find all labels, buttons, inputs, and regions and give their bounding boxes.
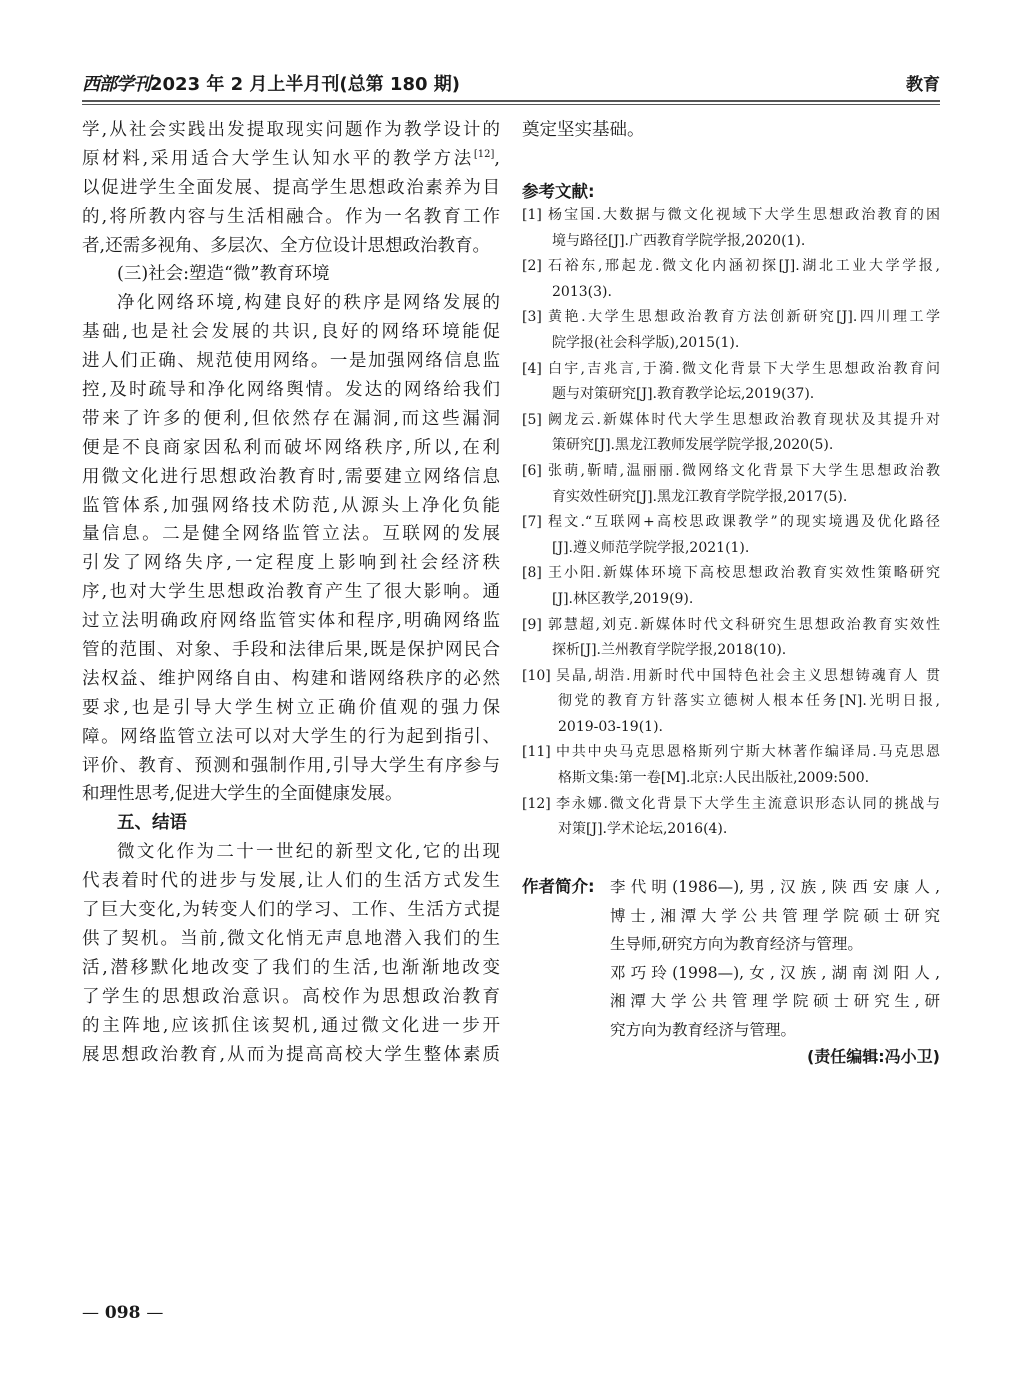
reference-line: 策研究[J].黑龙江教师发展学院学报,2020(5).	[552, 437, 834, 454]
body-line: 管的范围、对象、手段和法律后果,既是保护网民合	[82, 640, 500, 661]
journal-issue-header	[82, 70, 460, 96]
body-line: 评价、教育、预测和强制作用,引导大学生有序参与	[82, 755, 500, 776]
body-line: 监管体系,加强网络技术防范,从源头上净化负能	[82, 495, 500, 516]
body-text-segment: ,	[494, 148, 500, 169]
reference-number: [10]	[522, 667, 551, 684]
issue-info: 2023 年 2 月上半月刊(总第 180 期)	[150, 74, 460, 95]
body-line: 引发了网络失序,一定程度上影响到社会经济秩	[82, 553, 500, 574]
body-line: 学,从社会实践出发提取现实问题作为教学设计的	[82, 120, 500, 140]
body-line: 带来了许多的便利,但依然存在漏洞,而这些漏洞	[82, 408, 500, 429]
body-line: 过立法明确政府网络监管实体和程序,明确网络监	[82, 611, 500, 632]
reference-line: 对策[J].学术论坛,2016(4).	[558, 821, 728, 838]
body-line: 供了契机。当前,微文化悄无声息地潜入我们的生	[82, 928, 500, 949]
reference-item	[522, 510, 940, 561]
reference-line: [J].遵义师范学院学报,2021(1).	[552, 539, 750, 556]
reference-item	[522, 254, 940, 305]
reference-item	[522, 561, 940, 612]
author-intro-line: 究方向为教育经济与管理。	[610, 1020, 797, 1039]
journal-logo: 西部学刊	[82, 74, 150, 95]
dash-right: —	[146, 1303, 164, 1323]
section-name: 教育	[906, 75, 940, 95]
body-line	[82, 145, 500, 174]
reference-line: 吴晶,胡浩.用新时代中国特色社会主义思想铸魂育人 贯	[556, 667, 940, 684]
body-line: 微文化作为二十一世纪的新型文化,它的出现	[117, 842, 500, 863]
section-heading: 五、结语	[117, 813, 187, 834]
reference-line: [J].林区教学,2019(9).	[552, 590, 694, 607]
right-column-continuation	[522, 116, 940, 145]
body-text-segment: 原材料,采用适合大学生认知水平的教学方法	[82, 148, 474, 169]
body-line: 了学生的思想政治意识。高校作为思想政治教育	[82, 986, 500, 1007]
reference-line: 阙龙云.新媒体时代大学生思想政治教育现状及其提升对	[548, 411, 940, 428]
body-line: 代表着时代的进步与发展,让人们的生活方式发生	[82, 871, 500, 892]
body-line: 便是不良商家因私利而破坏网络秩序,所以,在利	[82, 437, 500, 458]
references-title: 参考文献:	[522, 182, 595, 201]
running-header	[82, 70, 940, 98]
page-number	[82, 1303, 163, 1323]
reference-line: 张萌,靳晴,温丽丽.微网络文化背景下大学生思想政治教	[548, 462, 940, 479]
reference-item	[522, 408, 940, 459]
author-intro-line: 生导师,研究方向为教育经济与管理。	[610, 935, 863, 954]
body-line: 量信息。二是健全网络监管立法。互联网的发展	[82, 524, 500, 545]
body-line: 基础,也是社会发展的共识,良好的网络环境能促	[82, 322, 500, 343]
body-line: 法权益、维护网络自由、构建和谐网络秩序的必然	[82, 668, 500, 689]
body-line: 奠定坚实基础。	[522, 120, 645, 140]
reference-line: 2013(3).	[552, 283, 612, 300]
reference-item	[522, 792, 940, 843]
reference-line: 李永娜.微文化背景下大学生主流意识形态认同的挑战与	[556, 795, 940, 812]
citation-superscript: [12]	[473, 148, 495, 160]
reference-line: 境与路径[J].广西教育学院学报,2020(1).	[552, 232, 806, 249]
author-intro-line: 邓巧玲(1998—),女,汉族,湖南浏阳人,	[610, 963, 940, 982]
reference-number: [4]	[522, 360, 542, 377]
dash-left: —	[82, 1303, 99, 1323]
body-line: 控,及时疏导和净化网络舆情。发达的网络给我们	[82, 380, 500, 401]
references-list	[522, 203, 940, 843]
reference-number: [3]	[522, 309, 542, 326]
reference-line: 石裕东,邢起龙.微文化内涵初探[J].湖北工业大学学报,	[548, 258, 940, 275]
body-line: 者,还需多视角、多层次、全方位设计思想政治教育。	[82, 235, 491, 256]
page-number-text: 098	[104, 1303, 141, 1323]
body-line: 用微文化进行思想政治教育时,需要建立网络信息	[82, 466, 500, 487]
reference-line: 王小阳.新媒体环境下高校思想政治教育实效性策略研究	[548, 565, 940, 582]
reference-number: [11]	[522, 744, 551, 761]
reference-item	[522, 357, 940, 408]
body-line: 的主阵地,应该抓住该契机,通过微文化进一步开	[82, 1015, 500, 1036]
reference-line: 育实效性研究[J].黑龙江教育学院学报,2017(5).	[552, 488, 848, 505]
reference-line: 白宇,吉兆言,于漪.微文化背景下大学生思想政治教育问	[548, 360, 940, 377]
reference-line: 探析[J].兰州教育学院学报,2018(10).	[552, 642, 787, 659]
author-intro-line: 湘潭大学公共管理学院硕士研究生,研	[610, 992, 940, 1011]
header-rule-thick	[82, 100, 940, 102]
reference-line: 程文.“互联网+高校思政课教学”的现实境遇及优化路径	[548, 514, 940, 531]
body-line: 活,潜移默化地改变了我们的生活,也渐渐地改变	[82, 957, 500, 978]
body-line: 序,也对大学生思想政治教育产生了很大影响。通	[82, 582, 500, 603]
reference-line: 中共中央马克思恩格斯列宁斯大林著作编译局.马克思恩	[556, 744, 940, 761]
reference-item	[522, 459, 940, 510]
reference-number: [9]	[522, 616, 542, 633]
reference-line: 院学报(社会科学版),2015(1).	[552, 334, 740, 351]
reference-item	[522, 305, 940, 356]
author-intro-line: 博士,湘潭大学公共管理学院硕士研究	[610, 906, 940, 925]
body-line: 以促进学生全面发展、提高学生思想政治素养为目	[82, 177, 500, 198]
section-heading: (三)社会:塑造“微”教育环境	[117, 264, 330, 285]
body-line: 的,将所教内容与生活相融合。作为一名教育工作	[82, 206, 500, 227]
reference-number: [8]	[522, 565, 542, 582]
reference-item	[522, 203, 940, 254]
body-line: 净化网络环境,构建良好的秩序是网络发展的	[117, 293, 500, 314]
reference-line: 郭慧超,刘克.新媒体时代文科研究生思想政治教育实效性	[548, 616, 940, 633]
reference-line: 题与对策研究[J].教育教学论坛,2019(37).	[552, 386, 815, 403]
reference-number: [6]	[522, 462, 542, 479]
responsible-editor: (责任编辑:冯小卫)	[806, 1047, 940, 1066]
reference-number: [1]	[522, 207, 542, 223]
reference-line: 杨宝国.大数据与微文化视域下大学生思想政治教育的困	[548, 207, 940, 223]
reference-number: [12]	[522, 795, 551, 812]
reference-line: 黄艳.大学生思想政治教育方法创新研究[J].四川理工学	[548, 309, 940, 326]
body-line: 了巨大变化,为转变人们的学习、工作、生活方式提	[82, 900, 500, 921]
body-line: 进人们正确、规范使用网络。一是加强网络信息监	[82, 351, 500, 372]
header-rule-thin	[82, 104, 940, 105]
author-intro-line: 李代明(1986—),男,汉族,陕西安康人,	[610, 878, 940, 896]
reference-number: [7]	[522, 514, 542, 531]
reference-line: 2019-03-19(1).	[558, 718, 663, 735]
left-column-body	[82, 116, 500, 1069]
reference-item	[522, 740, 940, 791]
reference-item	[522, 664, 940, 741]
reference-line: 彻党的教育方针落实立德树人根本任务[N].光明日报,	[558, 693, 940, 710]
reference-item	[522, 613, 940, 664]
body-line: 展思想政治教育,从而为提高高校大学生整体素质	[82, 1044, 500, 1065]
reference-number: [5]	[522, 411, 542, 428]
body-line: 和理性思考,促进大学生的全面健康发展。	[82, 784, 403, 805]
author-intro-label: 作者简介:	[522, 877, 595, 896]
body-line: 障。网络监管立法可以对大学生的行为起到指引、	[82, 726, 500, 747]
reference-line: 格斯文集:第一卷[M].北京:人民出版社,2009:500.	[558, 770, 870, 787]
reference-number: [2]	[522, 258, 542, 275]
author-intro	[522, 873, 940, 1045]
body-line: 要求,也是引导大学生树立正确价值观的强力保	[82, 697, 500, 718]
